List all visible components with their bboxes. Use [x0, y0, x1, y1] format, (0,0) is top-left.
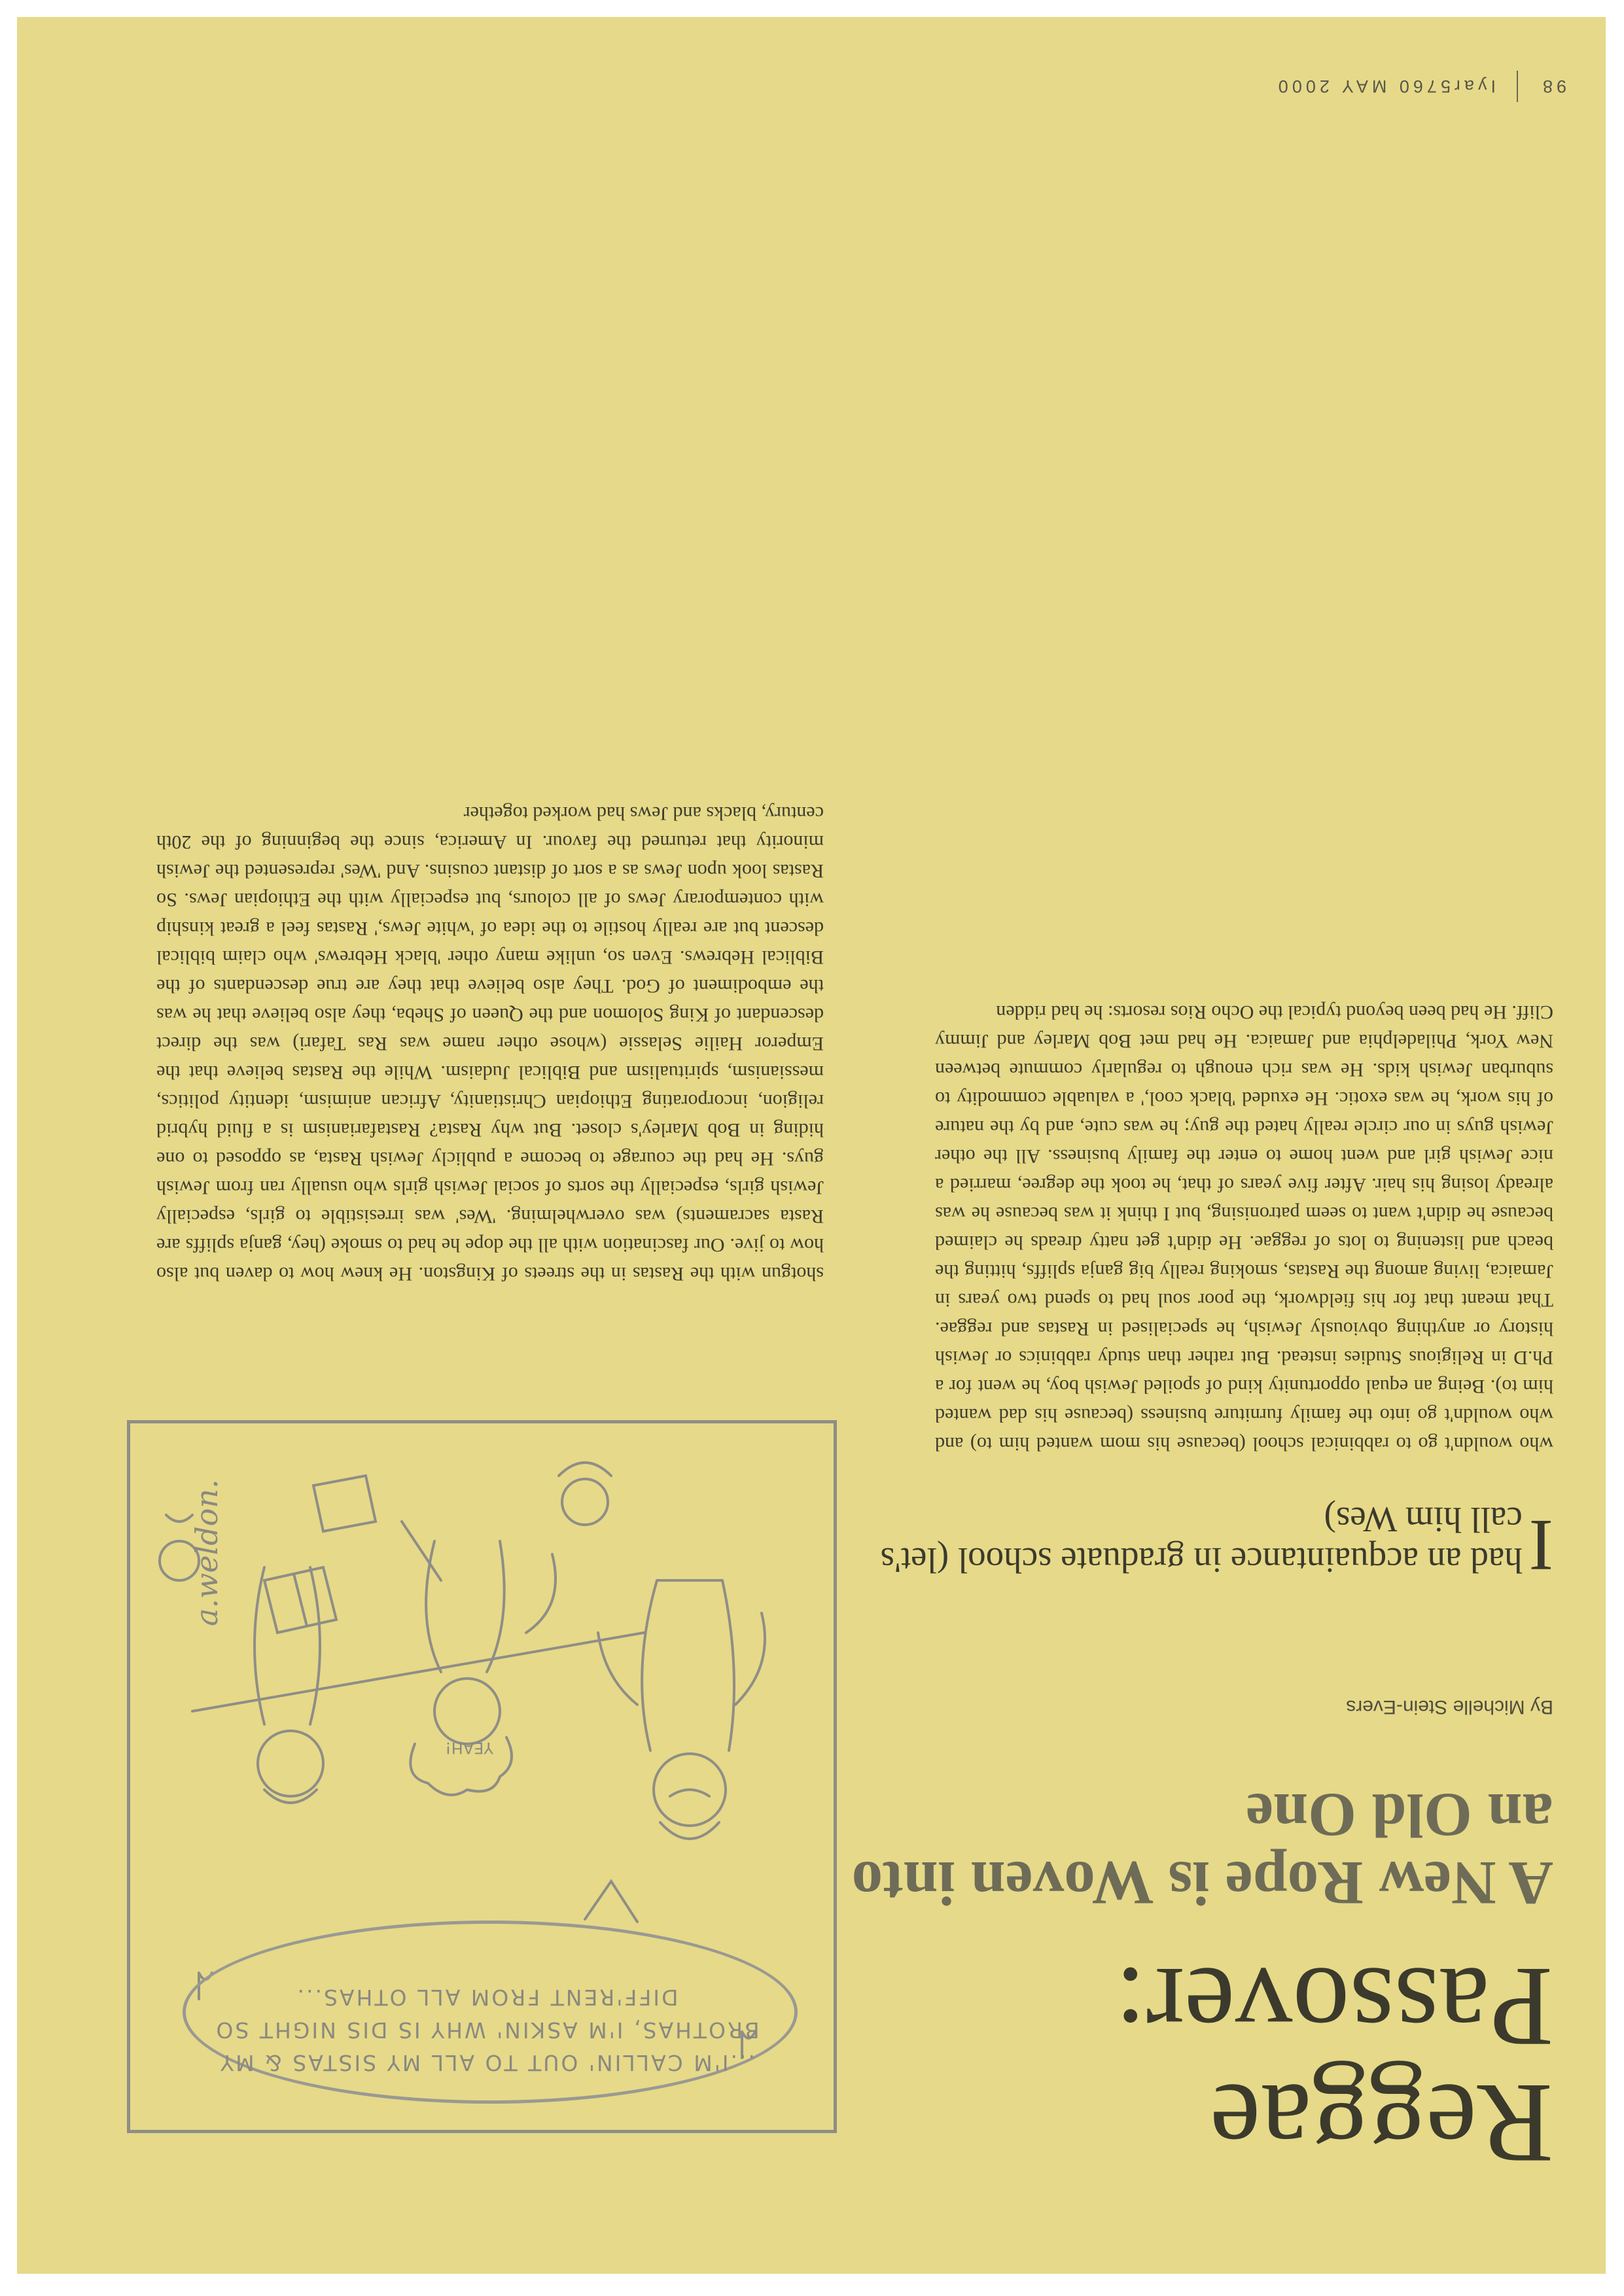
- artist-signature: a.weldon.: [189, 1479, 224, 1626]
- cartoon-panel: [127, 1420, 837, 2133]
- folio-divider: [1517, 71, 1518, 102]
- body-column-left: who wouldn't go to rabbinical school (because his mom wanted him to) and who wouldn't go into the family furniture business (because his dad wanted him to). Being an equal opportunity kind of spoiled Jewish boy, he went for a Ph.D in Religious Studies instead. But rather than study rabbinics or Jewish history or anything obviously Jewish, he specialised in Rastas and reggae. That meant that for his fieldwork, the poor soul had to spend two years in Jamaica, living among the Rastas, smoking really big ganja spliffs, hitting the beach and listening to lots of reggae. He didn't get natty dreads he claimed because he didn't want to seem patronising, but I think it was because he was already losing his hair. After five years of that, he took the degree, married a nice Jewish girl and went home to enter the family business. All the other Jewish guys in our circle really hated the guy; he was cute, and by the nature of his work, he was exotic. He exuded 'black cool,' a valuable commodity to suburban Jewish kids. He was rich enough to regularly commute between New York, Philadelphia and Jamaica. He had met Bob Marley and Jimmy Cliff. He had been beyond typical the Ocho Rios resorts: he had ridden: [935, 1001, 1553, 1455]
- article-subtitle: A New Rope is Woven into an Old One: [851, 1781, 1553, 1918]
- lede-text: had an acquaintance in graduate school (let's call him Wes): [880, 1500, 1523, 1580]
- page-number: 98: [1538, 77, 1566, 97]
- magazine-page: [17, 17, 1606, 2274]
- body-column-right: shotgun with the Rastas in the streets of Kingston. He knew how to daven but also how to jive. Our fascination with all the dope he had to smoke (hey, ganja spliffs are Rasta sacraments) was overwhelming. 'Wes' was irresistible to girls, especially Jewish girls, especially the sorts of social Jewish girls who usually ran from Jewish guys. He had the courage to become a publicly Jewish Rasta, as opposed to one hiding in Bob Marley's closet. But why Rasta? Rastafarianism is a fluid hybrid religion, incorporating Ethiopian Christianity, African animism, identity politics, messianism, spiritualism and Biblical Judaism. While the Rastas believe that the Emperor Hailie Selassie (whose other name was Ras Tafari) was the direct descendant of King Solomon and the Queen of Sheba, they also believe that he was the embodiment of God. They also believe that they are true descendants of the Biblical Hebrews. Even so, unlike many other 'black Hebrews' who claim biblical descent but are really hostile to the idea of 'white Jews,' Rastas feel a great kinship with contemporary Jews of all colours, but especially with the Ethiopian Jews. So Rastas look upon Jews as a sort of distant cousins. And 'Wes' represented the Jewish minority that returned the favour. In America, since the beginning of the 20th century, blacks and Jews had worked together: [156, 803, 824, 1285]
- byline: By Michelle Stein-Evers: [1346, 1696, 1553, 1718]
- drop-cap: I: [1528, 1505, 1553, 1586]
- folio: [1275, 71, 1566, 102]
- lede-paragraph: [860, 1499, 1553, 1586]
- article-title: Reggae Passover:: [1114, 1944, 1553, 2187]
- issue-date: Iyar5760 MAY 2000: [1274, 77, 1496, 97]
- cartoon-exclamation: YEAH!: [445, 1739, 493, 1757]
- speech-bubble-text: ...I'M CALLIN' OUT TO ALL MY SISTAS & MY BROTHAS, I'M ASKIN' WHY IS DIS NIGHT SO DIFF'RENT FROM ALL OTHAS...: [214, 1985, 760, 2076]
